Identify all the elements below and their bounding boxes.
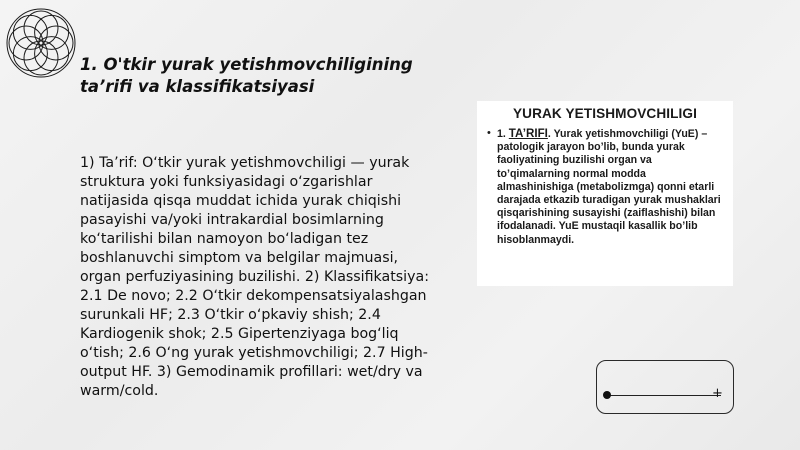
slide-body-text: 1) Ta’rif: O‘tkir yurak yetishmovchiligi — yurak struktura yoki funksiyasidagi o‘zgarishlar natijasida qisqa muddat ichida yurak chiqishi pasayishi va/yoki intrakardial bosimlarning ko‘tarilishi bilan namoyon bo‘ladigan tez boshlanuvchi simptom va belgilar majmuasi, organ perfuziyasining buzilishi. 2) Klassifikatsiya: 2.1 De novo; 2.2 O‘tkir dekompensatsiyalashgan surunkali HF; 2.3 O‘tkir o‘pkaviy shish; 2.4 Kardiogenik shok; 2.5 Gipertenziyaga bog‘liq o‘tish; 2.6 O‘ng yurak yetishmovchiligi; 2.7 High-output HF. 3) Gemodinamik profillari: wet/dry va warm/cold. xyxy=(80,155,429,399)
reference-card-number: 1. xyxy=(497,128,506,140)
play-position-icon[interactable] xyxy=(603,391,611,399)
bullet-point: • xyxy=(487,127,491,139)
reference-card-definition: . Yurak yetishmovchiligi (YuE) – patologik jarayon bo’lib, bunda yurak faoliyatining buzilishi organ va to’qimalarning normal modda almashinishiga (metabolizmga) qonni etarli darajada etkazib turadigan yurak mushaklari qisqarishining susayishi (zaiflashishi) bilan ifodalanadi. YuE mustaqil kasallik bo’lib hisoblanmaydi. xyxy=(497,128,721,246)
media-seek-track[interactable] xyxy=(607,395,721,396)
reference-card-label: TA’RIFI xyxy=(508,127,548,140)
reference-card-heading: YURAK YETISHMOVCHILIGI xyxy=(513,106,697,121)
reference-image-card xyxy=(477,101,733,286)
reference-card-text xyxy=(497,127,723,247)
plus-icon[interactable]: + xyxy=(712,386,723,401)
decorative-rosette-logo xyxy=(2,4,80,82)
reference-card-bullet-row xyxy=(487,127,723,247)
slide-title: 1. O'tkir yurak yetishmovchiligining ta’rifi va klassifikatsiyasi xyxy=(80,55,413,96)
